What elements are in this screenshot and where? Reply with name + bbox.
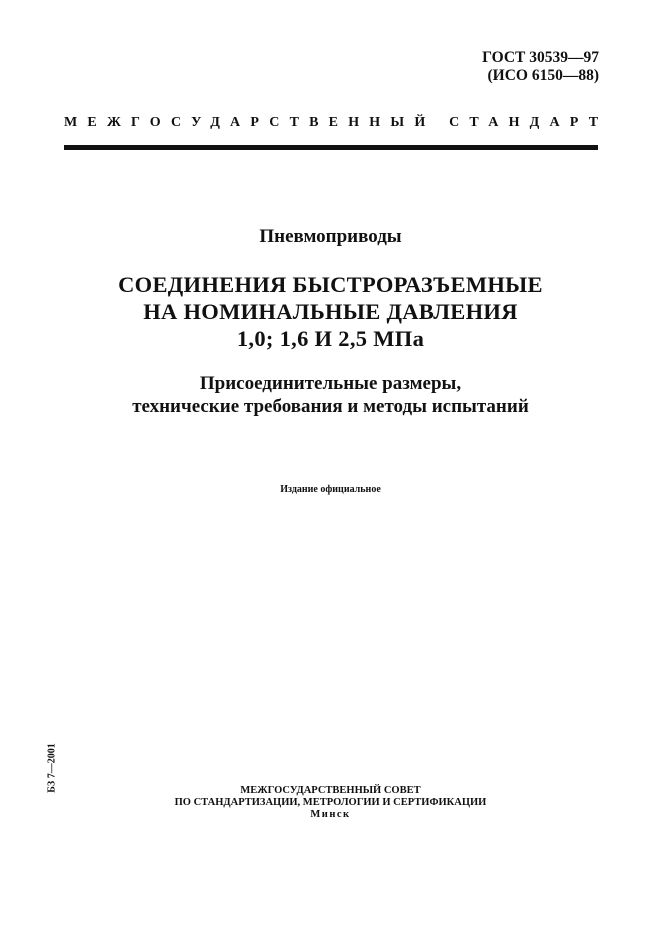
- edition-note: Издание официальное: [280, 484, 381, 495]
- header-divider: [64, 145, 598, 150]
- standard-type-heading: МЕЖГОСУДАРСТВЕННЫЙ СТАНДАРТ: [64, 115, 609, 130]
- publisher-line-1: МЕЖГОСУДАРСТВЕННЫЙ СОВЕТ: [240, 785, 421, 796]
- publisher-city: Минск: [310, 809, 351, 820]
- document-subject: Пневмоприводы: [259, 226, 402, 247]
- subtitle-line-2: технические требования и методы испытаний: [132, 396, 529, 417]
- title-line-3: 1,0; 1,6 И 2,5 МПа: [236, 326, 425, 351]
- title-line-2: НА НОМИНАЛЬНЫЕ ДАВЛЕНИЯ: [143, 299, 518, 324]
- subtitle-line-1: Присоединительные размеры,: [199, 373, 462, 394]
- side-code: БЗ 7—2001: [46, 743, 58, 793]
- title-line-1: СОЕДИНЕНИЯ БЫСТРОРАЗЪЕМНЫЕ: [118, 272, 543, 297]
- iso-number: (ИСО 6150—88): [487, 67, 599, 84]
- publisher-block: [0, 785, 661, 821]
- publisher-line-2: ПО СТАНДАРТИЗАЦИИ, МЕТРОЛОГИИ И СЕРТИФИКАЦИИ: [174, 797, 487, 808]
- document-code-block: [482, 49, 599, 85]
- document-title: [0, 271, 661, 352]
- document-subtitle: [0, 372, 661, 418]
- gost-number: ГОСТ 30539—97: [482, 49, 599, 66]
